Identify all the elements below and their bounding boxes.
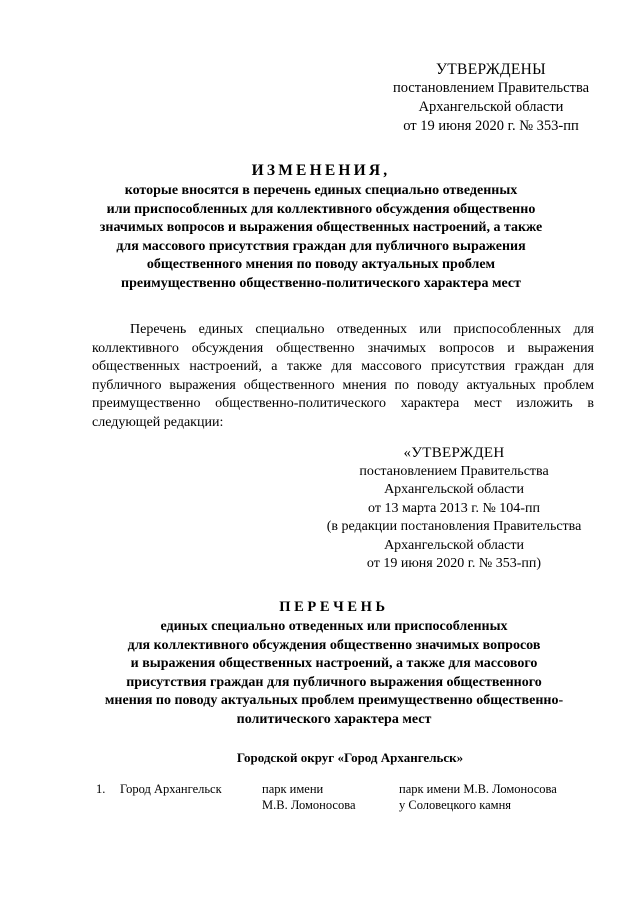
row-location — [399, 781, 619, 813]
changes-title-line: или приспособленных для коллективного обсуждения общественно — [106, 201, 536, 217]
changes-title-line: общественного мнения по поводу актуальных проблем — [146, 257, 496, 272]
list-title-line: и выражения общественных настроений, а также для массового — [130, 656, 538, 671]
row-city: Город Архангельск — [120, 782, 222, 796]
approval-list-line: Архангельской области — [384, 537, 524, 553]
approval-line: от 19 июня 2020 г. № 353-пп — [403, 118, 579, 134]
changes-title-line: преимущественно общественно-политического характера мест — [121, 275, 521, 291]
row-place-line: М.В. Ломоносова — [262, 798, 356, 812]
list-title-line: единых специально отведенных или приспособленных — [160, 619, 508, 634]
changes-title — [60, 160, 582, 293]
approval-line: Архангельской области — [418, 99, 564, 115]
list-title-line: присутствия граждан для публичного выражения общественного — [126, 674, 542, 690]
approval-list-title: «УТВЕРЖДЕН — [403, 445, 505, 461]
list-heading: ПЕРЕЧЕНЬ — [279, 599, 389, 615]
row-location-line: парк имени М.В. Ломоносова — [399, 782, 557, 796]
row-number: 1. — [96, 782, 106, 796]
list-title-line: мнения по поводу актуальных проблем преимущественно общественно- — [104, 693, 564, 708]
approval-list-line: постановлением Правительства — [359, 463, 549, 479]
row-location-line: у Соловецкого камня — [399, 798, 512, 812]
approval-list-line: (в редакции постановления Правительства — [326, 519, 582, 534]
approval-header — [378, 60, 604, 136]
row-place — [262, 781, 392, 813]
changes-title-line: значимых вопросов и выражения общественных настроений, а также — [99, 220, 543, 235]
approval-list — [316, 444, 592, 574]
changes-title-line: которые вносятся в перечень единых специально отведенных — [124, 183, 518, 198]
approval-title: УТВЕРЖДЕНЫ — [436, 61, 546, 78]
list-title — [60, 596, 608, 729]
changes-title-line: для массового присутствия граждан для публичного выражения — [116, 238, 526, 254]
approval-list-line: от 19 июня 2020 г. № 353-пп) — [366, 556, 542, 571]
approval-list-line: от 13 марта 2013 г. № 104-пп — [368, 500, 540, 516]
changes-heading: ИЗМЕНЕНИЯ, — [251, 162, 391, 179]
body-paragraph: Перечень единых специально отведенных или приспособленных для коллективного обсуждения общественно значимых вопросов и выражения общественных настроений, а также для массового присутствия граждан для публичного выражения общественного мнения по поводу актуальных проблем преимущественно общественно-политического характера мест изложить в следующей редакции: — [92, 322, 594, 430]
approval-line: постановлением Правительства — [392, 80, 590, 96]
list-title-line: политического характера мест — [236, 711, 432, 727]
list-title-line: для коллективного обсуждения общественно значимых вопросов — [127, 637, 541, 653]
row-place-line: парк имени — [262, 782, 324, 796]
approval-list-line: Архангельской области — [384, 482, 524, 497]
district-heading: Городской округ «Город Архангельск» — [236, 750, 464, 765]
